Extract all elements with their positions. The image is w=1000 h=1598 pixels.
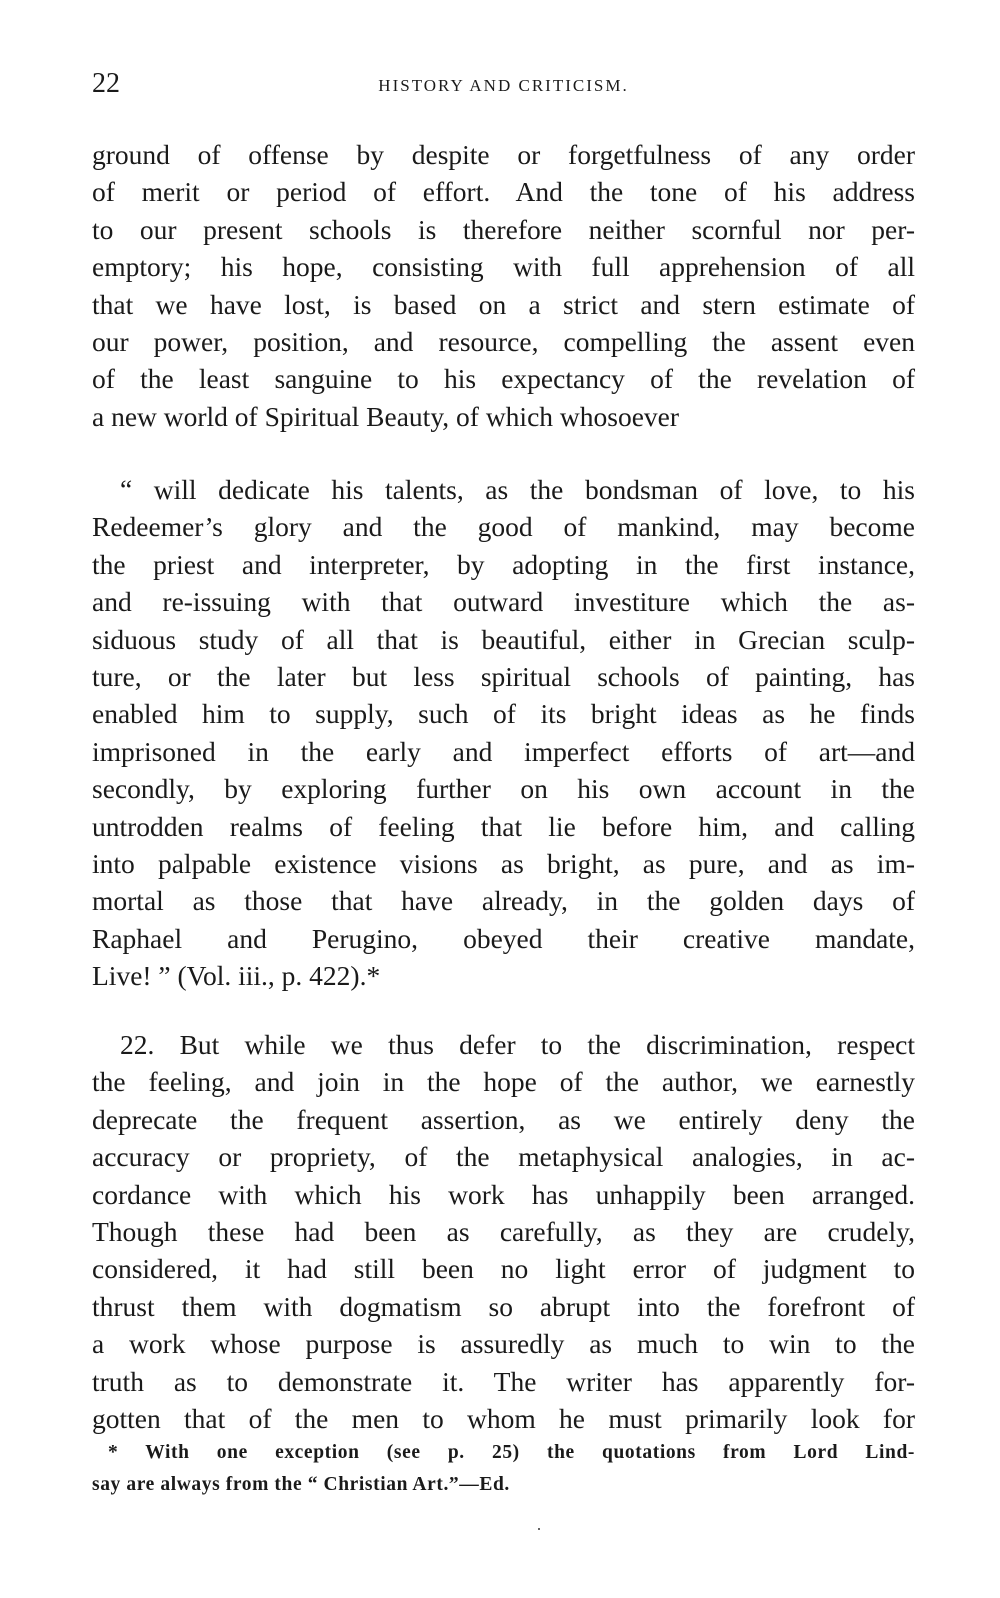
text-line: untrodden realms of feeling that lie before him, and calling (92, 810, 915, 842)
block-quote (92, 471, 915, 994)
text-line: Redeemer’s glory and the good of mankind, may become (92, 511, 915, 543)
text-line: siduous study of all that is beautiful, either in Grecian sculp- (92, 623, 915, 655)
text-line: deprecate the frequent assertion, as we entirely deny the (92, 1103, 915, 1135)
text-line: imprisoned in the early and imperfect efforts of art—and (92, 735, 915, 767)
text-line: ture, or the later but less spiritual schools of painting, has (92, 660, 915, 692)
text-line: gotten that of the men to whom he must primarily look for (92, 1402, 915, 1434)
page-header (92, 68, 915, 108)
text-line: enabled him to supply, such of its bright ideas as he finds (92, 698, 915, 730)
text-line: and re-issuing with that outward investiture which the as- (92, 586, 915, 618)
paragraph-22 (92, 1026, 915, 1437)
text-line: our power, position, and resource, compelling the assent even (92, 325, 915, 357)
text-line: that we have lost, is based on a strict and stern estimate of (92, 288, 915, 320)
text-line: “ will dedicate his talents, as the bondsman of love, to his (120, 474, 915, 505)
footnote (92, 1437, 915, 1501)
text-line: a new world of Spiritual Beauty, of which whosoever (92, 400, 680, 432)
text-line: the feeling, and join in the hope of the author, we earnestly (92, 1066, 915, 1098)
text-line: into palpable existence visions as bright, as pure, and as im- (92, 847, 915, 879)
text-line: thrust them with dogmatism so abrupt into the forefront of (92, 1290, 915, 1322)
text-line: accuracy or propriety, of the metaphysical analogies, in ac- (92, 1141, 915, 1173)
text-line: mortal as those that have already, in the golden days of (92, 885, 915, 917)
text-line: say are always from the “ Christian Art.”—Ed. (92, 1474, 510, 1495)
text-line: a work whose purpose is assuredly as much to win to the (92, 1328, 915, 1360)
text-line: truth as to demonstrate it. The writer has apparently for- (92, 1365, 915, 1397)
running-head: HISTORY AND CRITICISM. (378, 76, 629, 95)
text-line: * With one exception (see p. 25) the quotations from Lord Lind- (108, 1442, 915, 1463)
paragraph-continuation (92, 136, 915, 435)
text-line: to our present schools is therefore neither scornful nor per- (92, 213, 915, 245)
text-line: Raphael and Perugino, obeyed their creative mandate, (92, 922, 915, 954)
speck (538, 1528, 540, 1530)
text-line: 22. But while we thus defer to the discrimination, respect (120, 1029, 915, 1060)
text-line: of merit or period of effort. And the tone of his address (92, 176, 915, 208)
page-number: 22 (92, 68, 120, 99)
text-line: secondly, by exploring further on his own account in the (92, 773, 915, 805)
text-line: Though these had been as carefully, as they are crudely, (92, 1215, 915, 1247)
text-line: cordance with which his work has unhappily been arranged. (92, 1178, 915, 1210)
text-line: of the least sanguine to his expectancy of the revelation of (92, 363, 915, 395)
text-line: ground of offense by despite or forgetfulness of any order (92, 139, 915, 170)
text-line: the priest and interpreter, by adopting in the first instance, (92, 548, 915, 580)
text-line: considered, it had still been no light error of judgment to (92, 1253, 915, 1285)
text-line: Live! ” (Vol. iii., p. 422).* (92, 960, 381, 992)
text-line: emptory; his hope, consisting with full apprehension of all (92, 251, 915, 283)
